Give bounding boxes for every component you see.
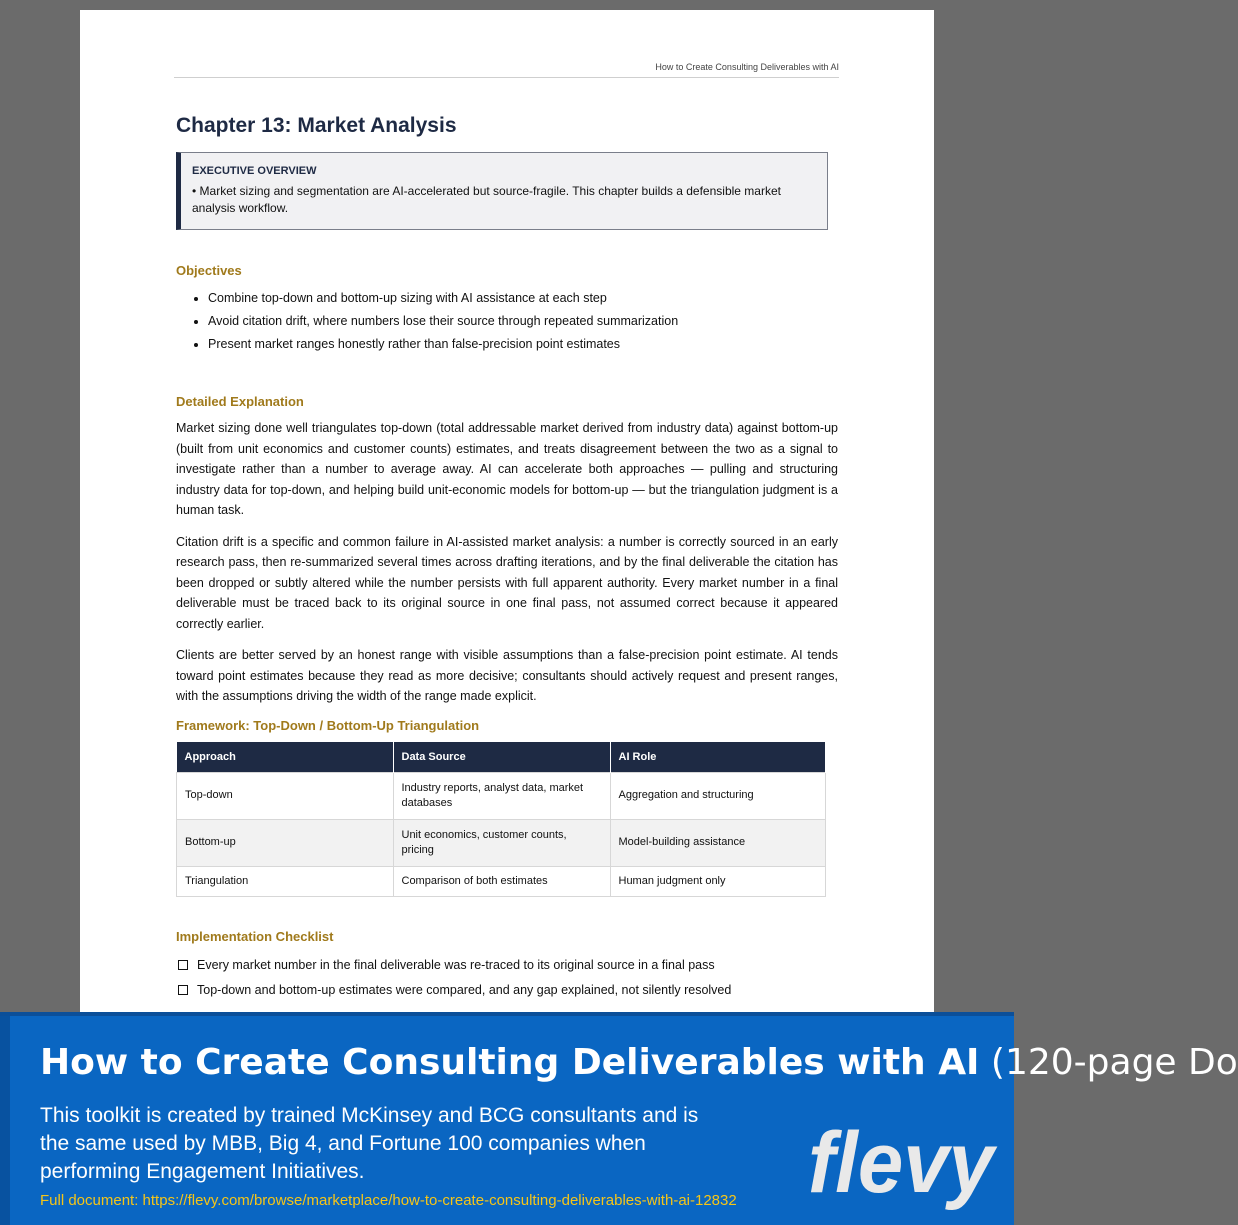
table-header-row [177, 742, 826, 773]
body-paragraph: Market sizing done well triangulates top-down (total addressable market derived from industry data) against bottom-up (built from unit economics and customer counts) estimates, and treats disagreement between the two as a signal to investigate rather than a number to average away. AI can accelerate both approaches — pulling and structuring industry data for top-down, and helping build unit-economic models for bottom-up — but the triangulation judgment is a human task. [176, 421, 838, 517]
table-row [177, 772, 826, 819]
table-cell: Aggregation and structuring [610, 772, 826, 819]
list-item: • Combine top-down and bottom-up sizing with AI assistance at each step [208, 287, 838, 310]
banner-description: This toolkit is created by trained McKinsey and BCG consultants and is the same used by MBB, Big 4, and Fortune 100 companies when performing Engagement Initiatives. [40, 1104, 699, 1183]
checkbox-icon [178, 985, 188, 995]
table-row [177, 819, 826, 866]
framework-table [176, 742, 826, 897]
banner-document-link[interactable]: Full document: https://flevy.com/browse/marketplace/how-to-create-consulting-deliverables-with-ai-12832 [40, 1192, 737, 1209]
table-cell: Comparison of both estimates [393, 866, 610, 896]
table-cell: Triangulation [177, 866, 394, 896]
checklist-item-text: Every market number in the final deliverable was re-traced to its original source in a final pass [197, 957, 715, 972]
chapter-title: Chapter 13: Market Analysis [176, 114, 457, 137]
body-paragraph: Citation drift is a specific and common failure in AI-assisted market analysis: a number is correctly sourced in an early research pass, then re-summarized several times across drafting iterations, and by the final deliverable the citation has been dropped or subtly altered while the number persists with full apparent authority. Every market number in a final deliverable must be traced back to its original source in one final pass, not assumed correct because it appeared correctly earlier. [176, 534, 838, 631]
checklist-item [176, 978, 838, 1003]
table-cell: Industry reports, analyst data, market databases [393, 772, 610, 819]
table-cell: Top-down [177, 772, 394, 819]
objectives-heading: Objectives [176, 263, 242, 278]
checklist-item [176, 953, 838, 978]
banner-title-main: How to Create Consulting Deliverables with AI [40, 1042, 980, 1083]
executive-overview-title: EXECUTIVE OVERVIEW [192, 165, 317, 177]
list-item: • Present market ranges honestly rather than false-precision point estimates [208, 333, 838, 356]
table-row [177, 866, 826, 896]
document-page [80, 10, 934, 1020]
detailed-explanation-heading: Detailed Explanation [176, 394, 304, 409]
executive-overview-box [176, 152, 828, 230]
objectives-list [176, 287, 838, 356]
banner-title-suffix: (120-page Do [990, 1042, 1238, 1083]
table-cell: Bottom-up [177, 819, 394, 866]
promo-banner [0, 1012, 1238, 1225]
body-paragraph: Clients are better served by an honest range with visible assumptions than a false-precision point estimate. AI tends toward point estimates because they read as more decisive; consultants should actively request and present ranges, with the assumptions driving the width of the range made explicit. [176, 648, 838, 703]
checkbox-icon [178, 960, 188, 970]
bullet-glyph: • [192, 184, 200, 198]
framework-heading: Framework: Top-Down / Bottom-Up Triangulation [176, 717, 480, 733]
running-header: How to Create Consulting Deliverables with AI [174, 62, 839, 78]
table-cell: Model-building assistance [610, 819, 826, 866]
executive-overview-bullet [192, 183, 815, 217]
executive-overview-text: Market sizing and segmentation are AI-accelerated but source-fragile. This chapter builds a defensible market analysis workflow. [192, 184, 781, 215]
banner-title [40, 1042, 1238, 1083]
table-header-cell: Data Source [393, 742, 610, 773]
table-header-cell: AI Role [610, 742, 826, 773]
list-item: • Avoid citation drift, where numbers lose their source through repeated summarization [208, 310, 838, 333]
logo-wordmark: flevy [808, 1115, 998, 1211]
page-content [176, 114, 838, 1003]
flevy-logo [806, 1114, 998, 1211]
table-cell: Unit economics, customer counts, pricing [393, 819, 610, 866]
table-cell: Human judgment only [610, 866, 826, 896]
checklist-heading: Implementation Checklist [176, 928, 334, 944]
banner-accent-bar [0, 1016, 10, 1225]
checklist-item-text: Top-down and bottom-up estimates were compared, and any gap explained, not silently resolved [197, 982, 732, 997]
table-header-cell: Approach [177, 742, 394, 773]
